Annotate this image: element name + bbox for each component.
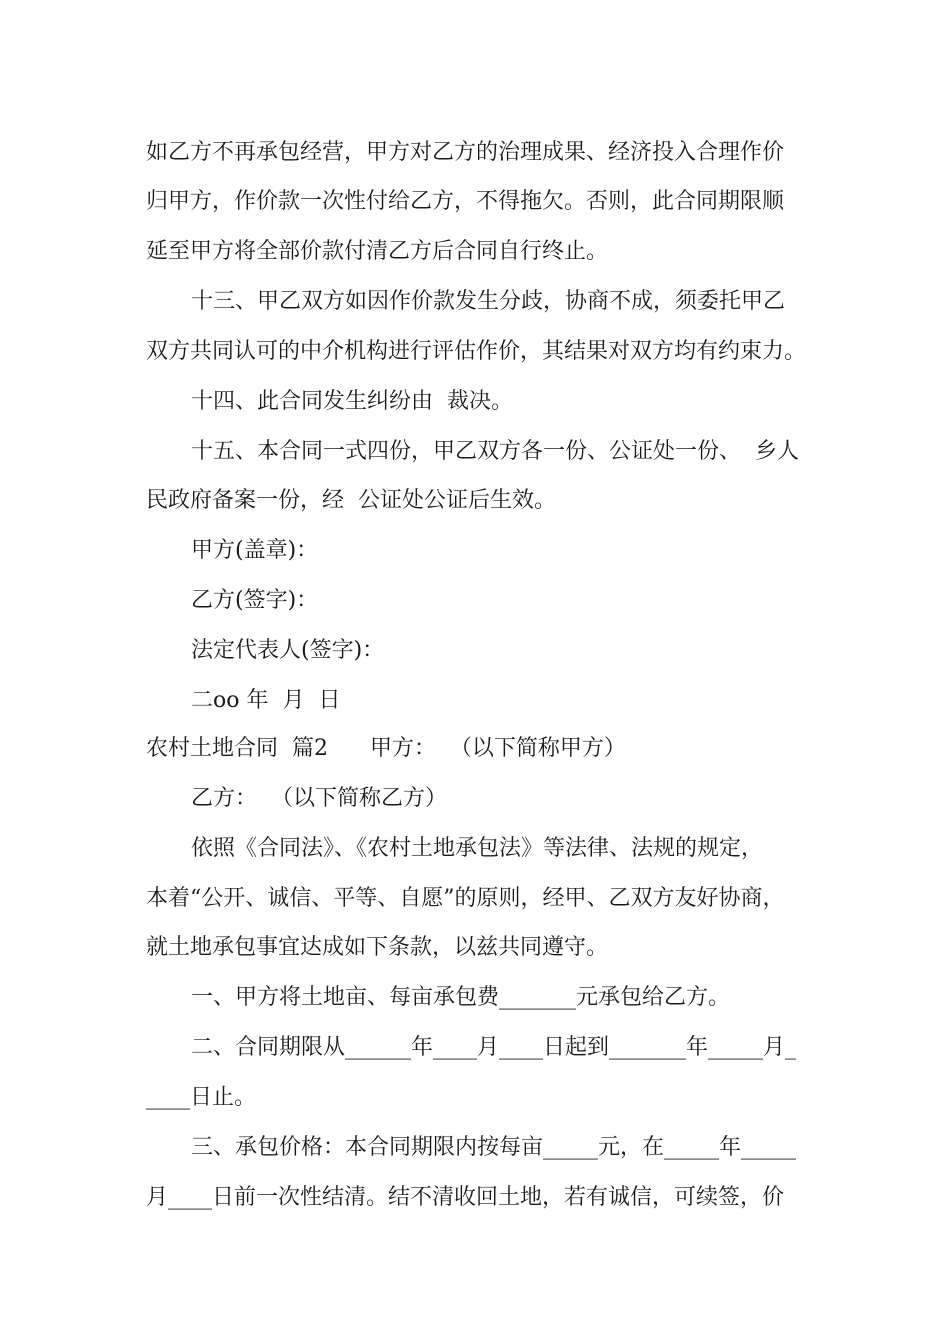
paragraph-line: 依照《合同法》、《农村土地承包法》等法律、法规的规定，: [191, 836, 764, 861]
paragraph-line: 就土地承包事宜达成如下条款，以兹共同遵守。: [146, 935, 609, 960]
clause-13-line: 十三、甲乙双方如因作价款发生分歧，协商不成，须委托甲乙: [191, 289, 786, 314]
party-a-seal-line: 甲方(盖章)：: [191, 538, 319, 563]
legal-rep-sign-line: 法定代表人(签字)：: [191, 638, 385, 663]
date-line: 二oo 年 月 日: [191, 688, 341, 713]
party-b-line: 乙方： （以下简称乙方）: [191, 786, 447, 811]
paragraph-line: 月____日前一次性结清。结不清收回土地，若有诚信，可续签，价: [146, 1185, 785, 1210]
paragraph-line: 民政府备案一份，经 公证处公证后生效。: [146, 488, 556, 513]
clause-14-line: 十四、此合同发生纠纷由 裁决。: [191, 389, 513, 414]
paragraph-line: 延至甲方将全部价款付清乙方后合同自行终止。: [146, 239, 609, 264]
clause-15-line: 十五、本合同一式四份，甲乙双方各一份、公证处一份、 乡人: [191, 439, 799, 464]
party-b-sign-line: 乙方(签字)：: [191, 588, 319, 613]
paragraph-line: ____日止。: [146, 1085, 257, 1110]
clause-2-line: 二、合同期限从______年____月____日起到_______年_____月_: [191, 1035, 797, 1060]
paragraph-line: 如乙方不再承包经营，甲方对乙方的治理成果、经济投入合理作价: [146, 140, 785, 165]
paragraph-line: 本着“公开、诚信、平等、自愿”的原则，经甲、乙双方友好协商，: [146, 886, 785, 911]
paragraph-line: 双方共同认可的中介机构进行评估作价，其结果对双方均有约束力。: [146, 339, 807, 364]
clause-1-line: 一、甲方将土地亩、每亩承包费_______元承包给乙方。: [191, 985, 731, 1010]
clause-3-line: 三、承包价格：本合同期限内按每亩_____元，在_____年_____: [191, 1135, 797, 1160]
section-heading-line: 农村土地合同 篇2 甲方： （以下简称甲方）: [146, 736, 626, 761]
paragraph-line: 归甲方，作价款一次性付给乙方，不得拖欠。否则，此合同期限顺: [146, 189, 785, 214]
